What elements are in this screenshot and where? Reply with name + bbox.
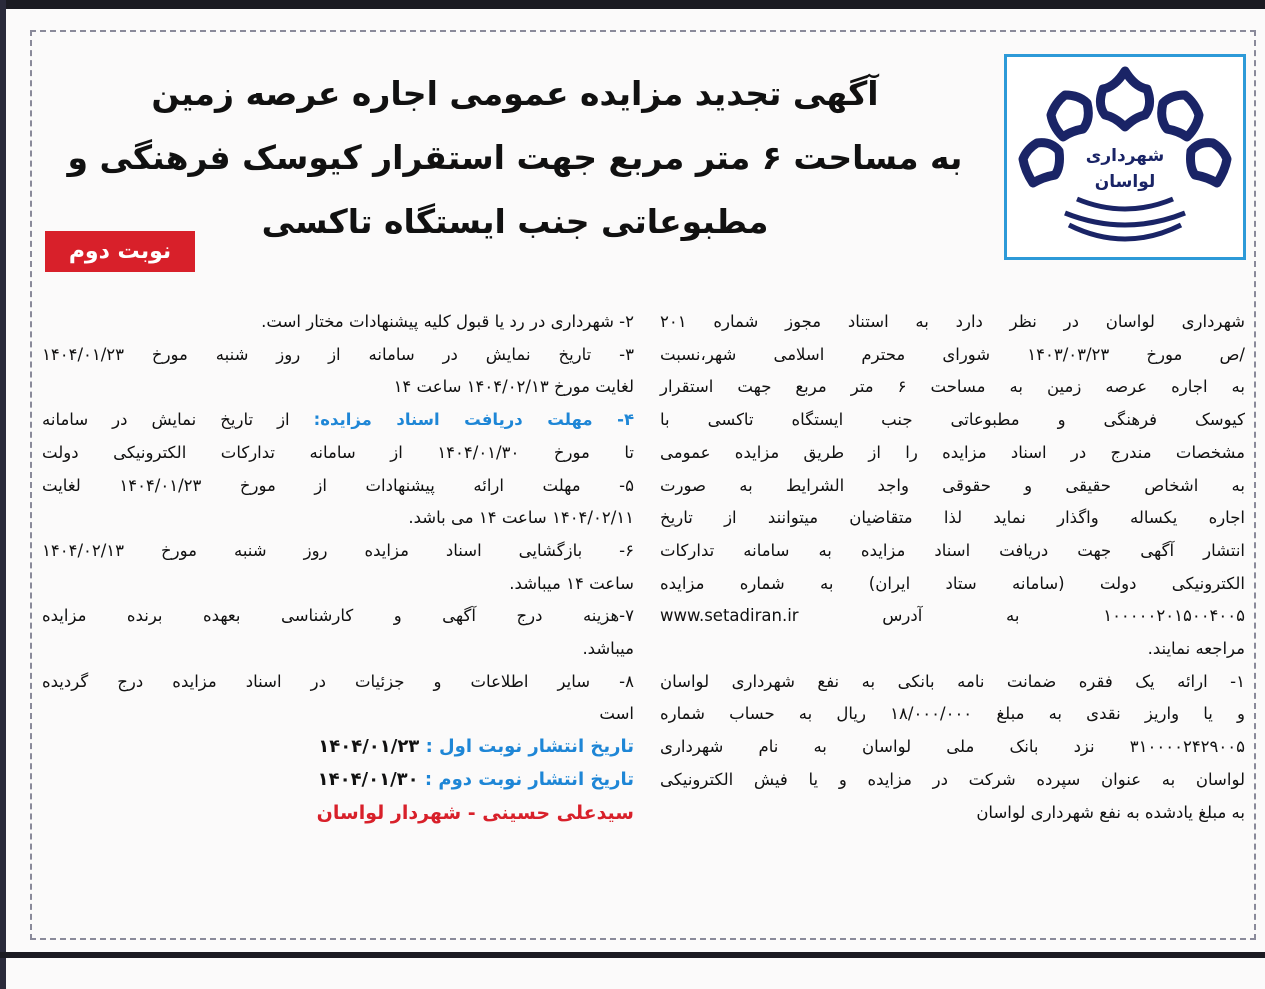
text-line: ۷-هزینه درج آگهی و کارشناسی بعهده برنده مزایده: [42, 606, 634, 626]
text-line: ۳۱۰۰۰۰۲۴۲۹۰۰۵ نزد بانک ملی لواسان به نام شهرداری: [660, 737, 1245, 757]
text-line: ۸- سایر اطلاعات و جزئیات در اسناد مزایده درج گردیده: [42, 671, 634, 691]
title-line-2: به مساحت ۶ متر مربع جهت استقرار کیوسک فرهنگی و: [67, 138, 963, 177]
text-line: ۱۰۰۰۰۰۲۰۱۵۰۰۴۰۰۵ به آدرس www.setadiran.ir: [660, 606, 1245, 626]
text-line: ۵- مهلت ارائه پیشنهادات از مورخ ۱۴۰۴/۰۱/۲۳ لغایت: [42, 475, 634, 495]
line-value: از تاریخ نمایش در سامانه: [42, 410, 314, 430]
logo-text-line1: شهرداری: [1085, 146, 1165, 166]
line-value: ۱۴۰۴/۰۱/۳۰: [317, 768, 419, 790]
text-line: ۲- شهرداری در رد یا قبول کلیه پیشنهادات مختار است.: [261, 312, 634, 331]
text-line: مراجعه نمایند.: [1147, 639, 1245, 659]
round-badge: نوبت دوم: [45, 231, 195, 272]
text-line: به اشخاص حقیقی و حقوقی واجد الشرایط به صورت: [660, 475, 1245, 495]
text-line: لغایت مورخ ۱۴۰۴/۰۲/۱۳ ساعت ۱۴: [393, 377, 634, 397]
text-line: ۳- تاریخ نمایش در سامانه از روز شنبه مورخ ۱۴۰۴/۰۱/۲۳: [42, 344, 634, 364]
text-line: کیوسک فرهنگی و مطبوعاتی جنب ایستگاه تاکسی با: [660, 410, 1245, 430]
text-line: مشخصات مندرج در اسناد مزایده را از طریق مزایده عمومی: [660, 442, 1245, 462]
text-line: [42, 797, 634, 831]
text-line: اجاره یکساله واگذار نماید لذا متقاضیان میتوانند از تاریخ: [660, 508, 1245, 528]
text-line: لواسان به عنوان سپرده شرکت در مزایده و یا فیش الکترونیکی: [660, 769, 1245, 789]
text-line: میباشد.: [582, 639, 634, 659]
text-line: ساعت ۱۴ میباشد.: [509, 573, 634, 593]
page-left-rule: [0, 0, 6, 989]
text-line: به مبلغ یادشده به نفع شهرداری لواسان: [976, 802, 1245, 822]
text-line: تا مورخ ۱۴۰۴/۰۱/۳۰ از سامانه تدارکات الکترونیکی دولت: [42, 442, 634, 462]
logo-text-line2: لواسان: [1094, 172, 1156, 192]
text-line: /ص مورخ ۱۴۰۳/۰۳/۲۳ شورای محترم اسلامی شهر،نسبت: [660, 344, 1245, 364]
text-line: به اجاره عرصه زمین به مساحت ۶ متر مربع جهت استقرار: [660, 377, 1245, 397]
title-line-3: مطبوعاتی جنب ایستگاه تاکسی: [261, 202, 769, 241]
page-top-rule: [0, 0, 1265, 9]
text-line: ۱۴۰۴/۰۲/۱۱ ساعت ۱۴ می باشد.: [408, 508, 634, 528]
right-text-column: [660, 306, 1245, 829]
highlight-label: تاریخ انتشار نوبت اول :: [419, 736, 634, 758]
signature: سیدعلی حسینی - شهردار لواسان: [316, 801, 634, 824]
line-value: ۱۴۰۴/۰۱/۲۳: [318, 736, 420, 758]
text-line: است: [599, 704, 634, 724]
text-line: الکترونیکی دولت (سامانه ستاد ایران) به شماره مزایده: [660, 573, 1245, 593]
text-line: ۱- ارائه یک فقره ضمانت نامه بانکی به نفع شهرداری لواسان: [660, 671, 1245, 691]
municipality-logo: [1004, 54, 1246, 260]
lavasan-municipality-emblem-icon: [1007, 57, 1243, 257]
text-line: و یا واریز نقدی به مبلغ ۱۸/۰۰۰/۰۰۰ ریال به حساب شماره: [660, 704, 1245, 724]
left-text-column: [42, 306, 634, 830]
text-line: [42, 764, 634, 797]
highlight-label: ۴- مهلت دریافت اسناد مزایده:: [313, 410, 635, 430]
text-line: شهرداری لواسان در نظر دارد به استناد مجوز شماره ۲۰۱: [660, 312, 1245, 331]
text-line: [42, 404, 634, 437]
text-line: [42, 731, 634, 764]
title-line-1: آگهی تجدید مزایده عمومی اجاره عرصه زمین: [151, 74, 879, 113]
page-bottom-rule: [0, 952, 1265, 958]
ad-title: [40, 62, 990, 254]
highlight-label: تاریخ انتشار نوبت دوم :: [418, 768, 634, 790]
text-line: ۶- بازگشایی اسناد مزایده روز شنبه مورخ ۱۴۰۴/۰۲/۱۳: [42, 540, 634, 560]
text-line: انتشار آگهی جهت دریافت اسناد مزایده به سامانه تدارکات: [660, 540, 1245, 560]
